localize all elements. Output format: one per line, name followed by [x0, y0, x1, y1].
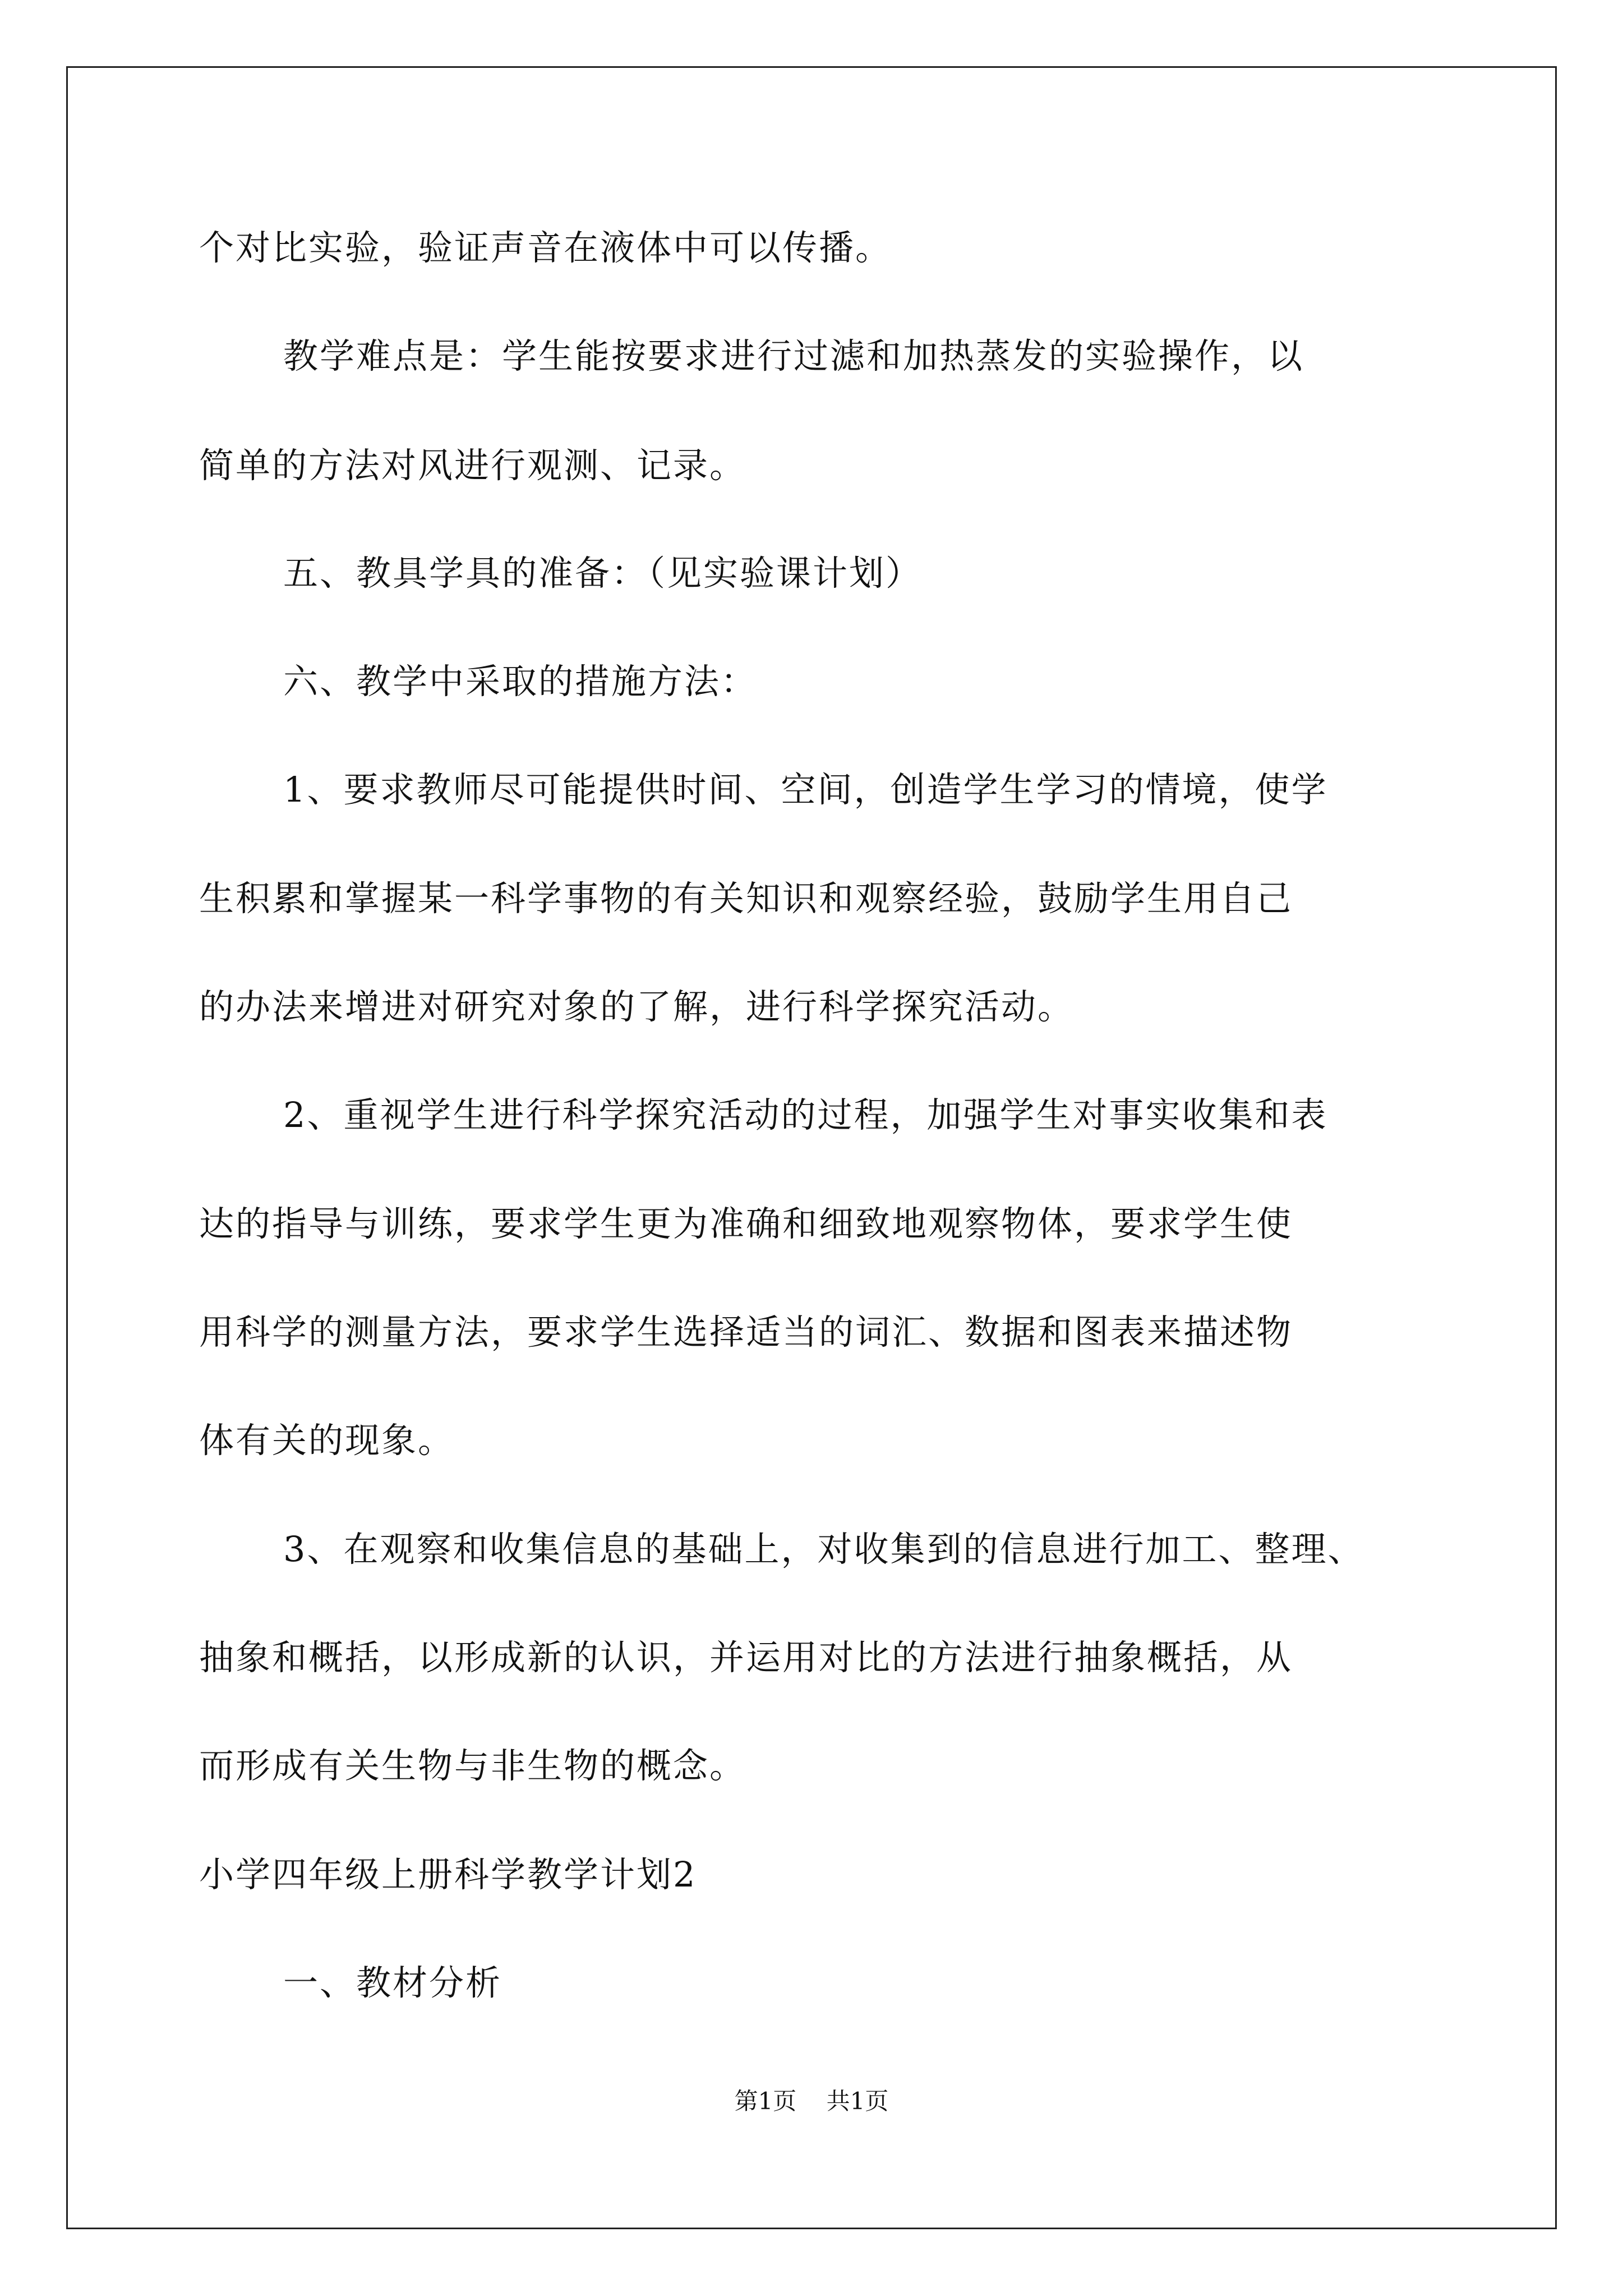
document-title: 小学四年级上册科学教学计划2: [199, 1854, 697, 1895]
page-number: 第1页: [734, 2087, 797, 2115]
page-border: [66, 66, 1557, 2229]
body-line: 体有关的现象。: [199, 1420, 455, 1461]
section-heading: 六、教学中采取的措施方法：: [283, 661, 758, 702]
body-line: 生积累和掌握某一科学事物的有关知识和观察经验，鼓励学生用自己: [199, 878, 1293, 919]
body-line: 抽象和概括，以形成新的认识，并运用对比的方法进行抽象概括，从: [199, 1637, 1293, 1678]
section-heading: 一、教材分析: [283, 1962, 502, 2003]
body-line: 2、重视学生进行科学探究活动的过程，加强学生对事实收集和表: [283, 1094, 1328, 1135]
body-line: 而形成有关生物与非生物的概念。: [199, 1745, 746, 1786]
body-line: 简单的方法对风进行观测、记录。: [199, 445, 746, 486]
body-line: 3、在观察和收集信息的基础上，对收集到的信息进行加工、整理、: [283, 1529, 1364, 1570]
body-line: 1、要求教师尽可能提供时间、空间，创造学生学习的情境，使学: [283, 769, 1328, 810]
body-line: 用科学的测量方法，要求学生选择适当的词汇、数据和图表来描述物: [199, 1312, 1293, 1352]
section-heading: 五、教具学具的准备：（见实验课计划）: [283, 553, 923, 593]
body-line: 达的指导与训练，要求学生更为准确和细致地观察物体，要求学生使: [199, 1203, 1293, 1244]
body-line: 教学难点是：学生能按要求进行过滤和加热蒸发的实验操作，以: [283, 335, 1304, 376]
body-line: 的办法来增进对研究对象的了解，进行科学探究活动。: [199, 986, 1075, 1027]
page-footer: [0, 2085, 1623, 2118]
page-total: 共1页: [826, 2087, 889, 2115]
body-line: 个对比实验，验证声音在液体中可以传播。: [199, 227, 892, 268]
